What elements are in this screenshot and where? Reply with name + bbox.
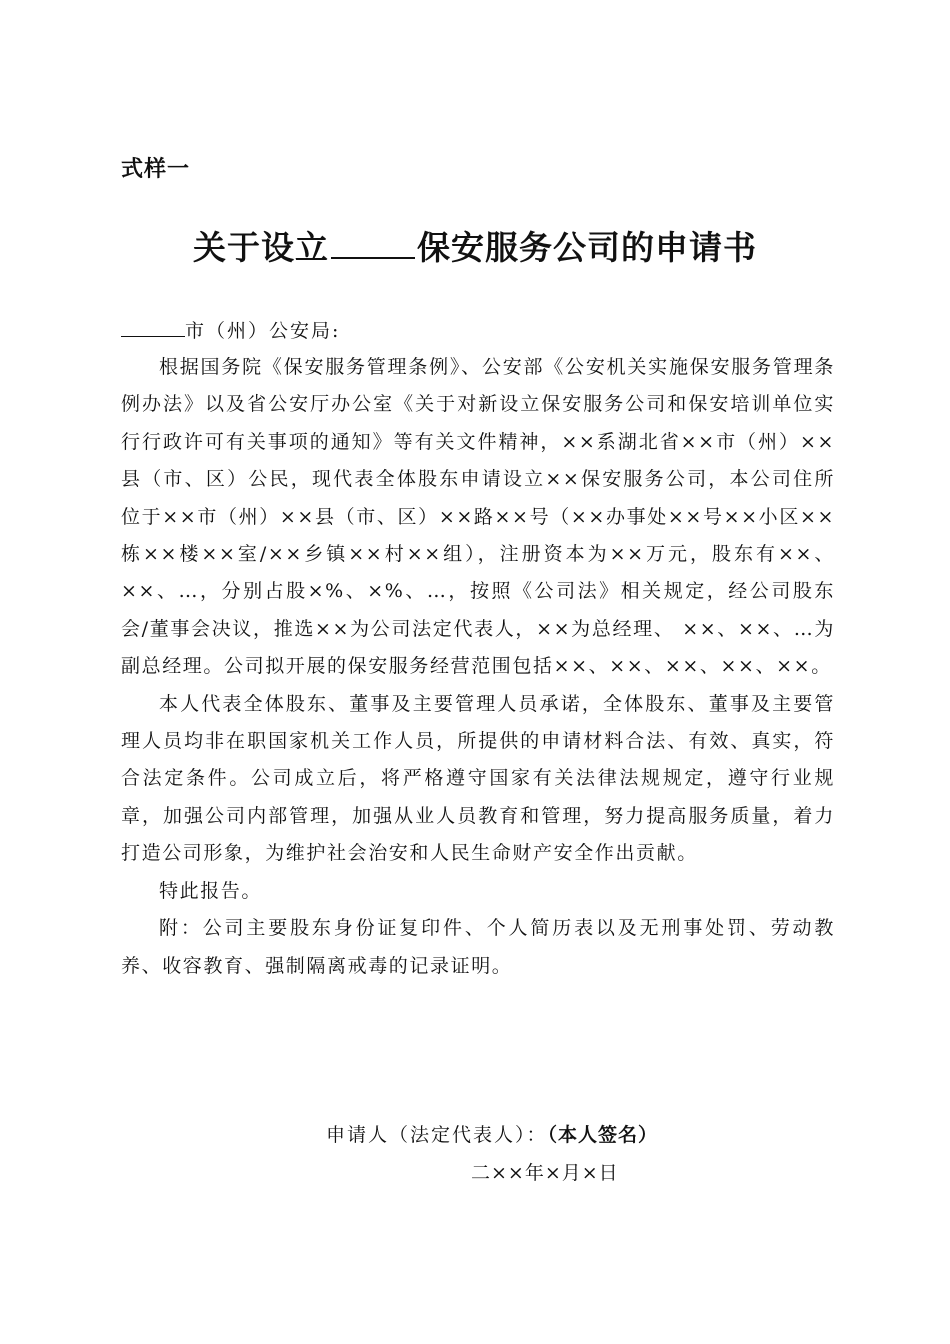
body-text (121, 349, 835, 985)
signature-label: 申请人（法定代表人）： (326, 1124, 548, 1146)
signature-note: （本人签名） (547, 1124, 659, 1146)
addressee-text: 市（州）公安局: (185, 320, 341, 342)
title-blank-line (331, 227, 415, 259)
body-paragraph: 本人代表全体股东、董事及主要管理人员承诺，全体股东、董事及主要管理人员均非在职国家机关工作人员，所提供的申请材料合法、有效、真实，符合法定条件。公司成立后，将严格遵守国家有关法律法规规定，遵守行业规章，加强公司内部管理，加强从业人员教育和管理，努力提高服务质量，着力打造公司形象，为维护社会治安和人民生命财产安全作出贡献。 (121, 692, 835, 865)
addressee (121, 316, 340, 343)
document-date: 二××年×月×日 (471, 1162, 619, 1184)
body-paragraph: 附：公司主要股东身份证复印件、个人简历表以及无刑事处罚、劳动教养、收容教育、强制隔离戒毒的记录证明。 (121, 917, 835, 977)
title-prefix: 关于设立 (193, 228, 329, 267)
signature-line (326, 1120, 658, 1147)
body-paragraph: 根据国务院《保安服务管理条例》、公安部《公安机关实施保安服务管理条例办法》以及省公安厅办公室《关于对新设立保安服务公司和保安培训单位实行行政许可有关事项的通知》等有关文件精神，××系湖北省××市（州）××县（市、区）公民，现代表全体股东申请设立××保安服务公司，本公司住所位于××市（州）××县（市、区）××路××号（××办事处××号××小区××栋××楼××室/××乡镇××村××组），注册资本为××万元，股东有××、 ××、…，分别占股×%、×%、…，按照《公司法》相关规定，经公司股东会/董事会决议，推选××为公司法定代表人，××为总经理、 ××、××、…为副总经理。公司拟开展的保安服务经营范围包括××、××、××、××、××。 (121, 356, 835, 678)
document-title (0, 222, 950, 269)
sample-label: 式样一 (121, 157, 191, 182)
body-paragraph: 特此报告。 (159, 879, 263, 902)
title-suffix: 保安服务公司的申请书 (417, 228, 757, 267)
addressee-blank-line (121, 318, 185, 337)
